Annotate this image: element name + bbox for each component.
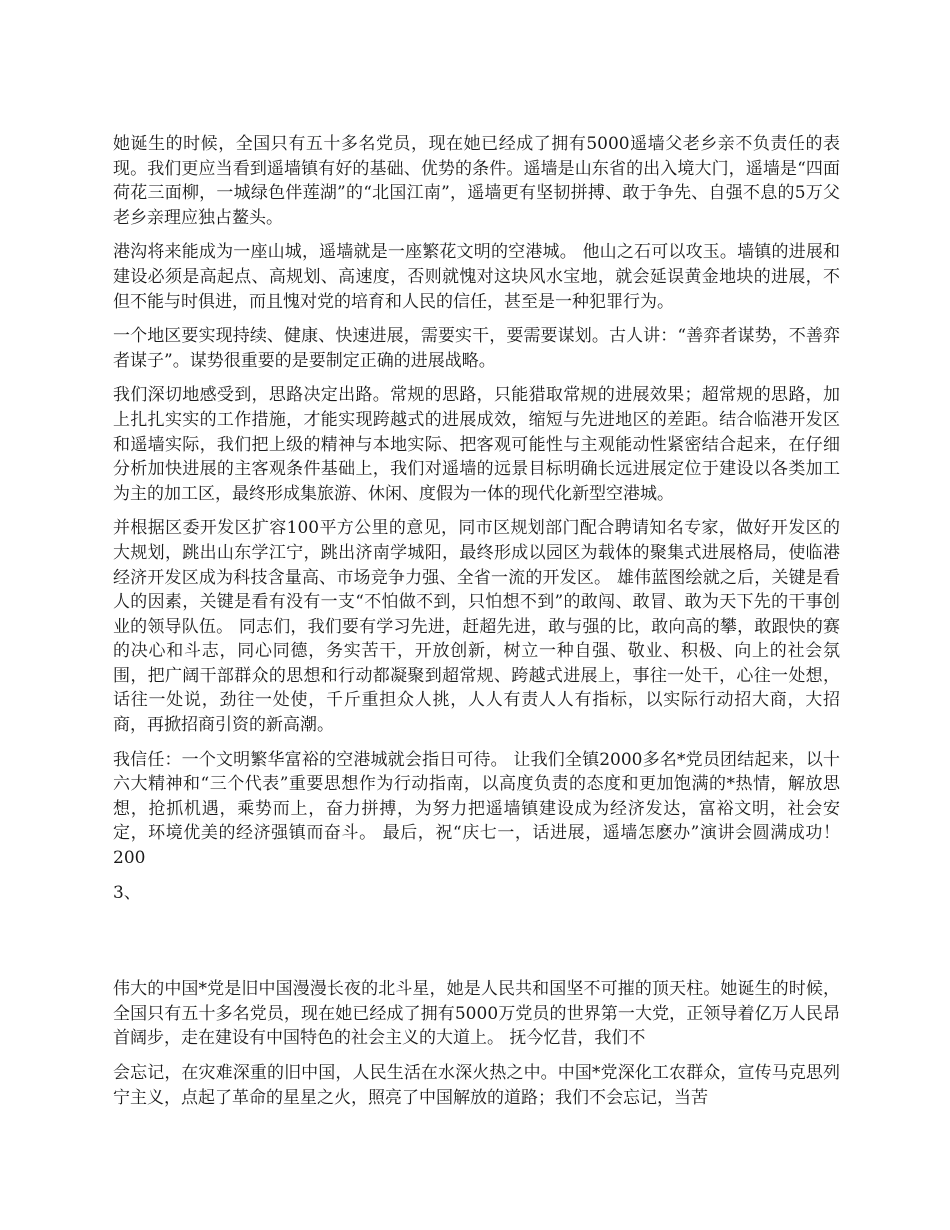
section-number: 3、 bbox=[113, 882, 141, 903]
paragraph-4: 我们深切地感受到，思路决定出路。常规的思路，只能猎取常规的进展效果；超常规的思路，加上扎扎实实的工作措施，才能实现跨越式的进展成效，缩短与先进地区的差距。结合临港开发区和遥墙实际，我们把上级的精神与本地实际、把客观可能性与主观能动性紧密结合起来，在仔细分析加快进展的主客观条件基础上，我们对遥墙的远景目标明确长远进展定位于建设以各类加工为主的加工区，最终形成集旅游、休闲、度假为一体的现代化新型空港城。 bbox=[113, 385, 840, 504]
paragraph-7: 伟大的中国*党是旧中国漫漫长夜的北斗星，她是人民共和国坚不可摧的顶天柱。她诞生的时候，全国只有五十多名党员，现在她已经成了拥有5000万党员的世界第一大党，正领导着亿万人民昂首阔步，走在建设有中国特色的社会主义的大道上。 抚今忆昔，我们不 bbox=[113, 979, 840, 1049]
section-gap bbox=[113, 905, 840, 977]
paragraph-2: 港沟将来能成为一座山城，遥墙就是一座繁花文明的空港城。 他山之石可以攻玉。墙镇的进展和建设必须是高起点、高规划、高速度，否则就愧对这块风水宝地，就会延误黄金地块的进展，不但不能与时俱进，而且愧对党的培育和人民的信任，甚至是一种犯罪行为。 bbox=[113, 242, 840, 312]
paragraph-5: 并根据区委开发区扩容100平方公里的意见，同市区规划部门配合聘请知名专家，做好开发区的大规划，跳出山东学江宁，跳出济南学城阳，最终形成以园区为载体的聚集式进展格局，使临港经济开发区成为科技含量高、市场竞争力强、全省一流的开发区。 雄伟蓝图绘就之后，关键是看人的因素，关键是看有没有一支“不怕做不到，只怕想不到”的敢闯、敢冒、敢为天下先的干事创业的领导队伍。 同志们，我们要有学习先进，赶超先进，敢与强的比，敢向高的攀，敢跟快的赛的决心和斗志，同心同德，务实苦干，开放创新，树立一种自强、敬业、积极、向上的社会氛围，把广阔干部群众的思想和行动都凝聚到超常规、跨越式进展上，事往一处干，心往一处想，话往一处说，劲往一处使，千斤重担众人挑，人人有责人人有指标，以实际行动招大商，大招商，再掀招商引资的新高潮。 bbox=[113, 518, 840, 736]
paragraph-3: 一个地区要实现持续、健康、快速进展，需要实干，要需要谋划。古人讲：“善弈者谋势，不善弈者谋子”。谋势很重要的是要制定正确的进展战略。 bbox=[113, 326, 840, 371]
paragraph-6: 我信任：一个文明繁华富裕的空港城就会指日可待。 让我们全镇2000多名*党员团结起来，以十六大精神和“三个代表”重要思想作为行动指南，以高度负责的态度和更加饱满的*热情，解放思想，抢抓机遇，乘势而上，奋力拼搏，为努力把遥墙镇建设成为经济发达，富裕文明，社会安定，环境优美的经济强镇而奋斗。 最后，祝“庆七一，话进展，遥墙怎麽办”演讲会圆满成功！ 200 bbox=[113, 749, 840, 869]
paragraph-8: 会忘记，在灾难深重的旧中国，人民生活在水深火热之中。中国*党深化工农群众，宣传马克思列宁主义，点起了革命的星星之火，照亮了中国解放的道路；我们不会忘记，当苦 bbox=[113, 1063, 840, 1108]
paragraph-1: 她诞生的时候，全国只有五十多名党员，现在她已经成了拥有5000遥墙父老乡亲不负责任的表现。我们更应当看到遥墙镇有好的基础、优势的条件。遥墙是山东省的出入境大门，遥墙是“四面荷花三面柳，一城绿色伴莲湖”的“北国江南”，遥墙更有坚韧拼搏、敢于争先、自强不息的5万父老乡亲理应独占鳌头。 bbox=[113, 134, 840, 228]
document-page bbox=[113, 132, 840, 1120]
